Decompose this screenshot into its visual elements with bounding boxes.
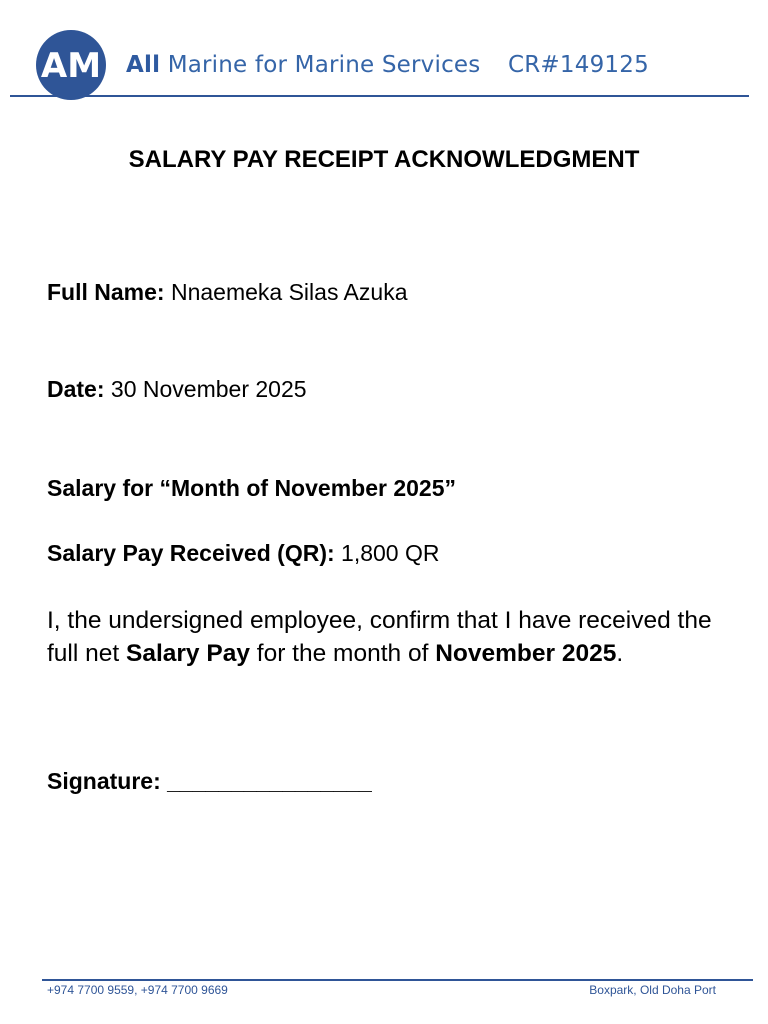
footer-address: Boxpark, Old Doha Port: [589, 983, 716, 997]
confirmation-text-1: I, the undersigned employee, confirm that I have received the full net: [47, 607, 712, 667]
salary-received-label: Salary Pay Received (QR):: [47, 540, 335, 566]
header-divider: [10, 95, 749, 97]
signature-line: [47, 768, 372, 795]
document-title: SALARY PAY RECEIPT ACKNOWLEDGMENT: [128, 146, 640, 173]
letterhead: [0, 0, 768, 110]
company-name: [126, 52, 649, 78]
date-line: [47, 376, 307, 403]
date-label: Date:: [47, 376, 105, 402]
company-logo: [32, 30, 110, 100]
salary-received-value: 1,800 QR: [341, 540, 440, 566]
commercial-registration: CR#149125: [507, 52, 649, 78]
full-name-label: Full Name:: [47, 279, 165, 305]
signature-label: Signature:: [47, 768, 161, 794]
salary-for-text: Salary for “Month of November 2025”: [47, 475, 456, 501]
confirmation-statement: [47, 604, 727, 670]
confirmation-text-2: for the month of: [249, 640, 436, 667]
footer-divider: [42, 979, 753, 981]
confirmation-bold-1: Salary Pay: [126, 640, 250, 667]
company-name-bold: All: [126, 52, 161, 78]
salary-received-line: [47, 540, 439, 567]
full-name-value: Nnaemeka Silas Azuka: [170, 279, 408, 305]
signature-blank[interactable]: ________________: [167, 768, 372, 794]
full-name-line: [47, 279, 407, 306]
salary-for-line: [47, 475, 456, 502]
date-value: 30 November 2025: [110, 376, 307, 402]
footer-phones: +974 7700 9559, +974 7700 9669: [47, 983, 228, 997]
confirmation-bold-2: November 2025: [435, 640, 617, 667]
confirmation-text-3: .: [616, 640, 624, 667]
logo-text: AM: [40, 46, 102, 86]
company-name-rest: Marine for Marine Services: [167, 52, 481, 78]
